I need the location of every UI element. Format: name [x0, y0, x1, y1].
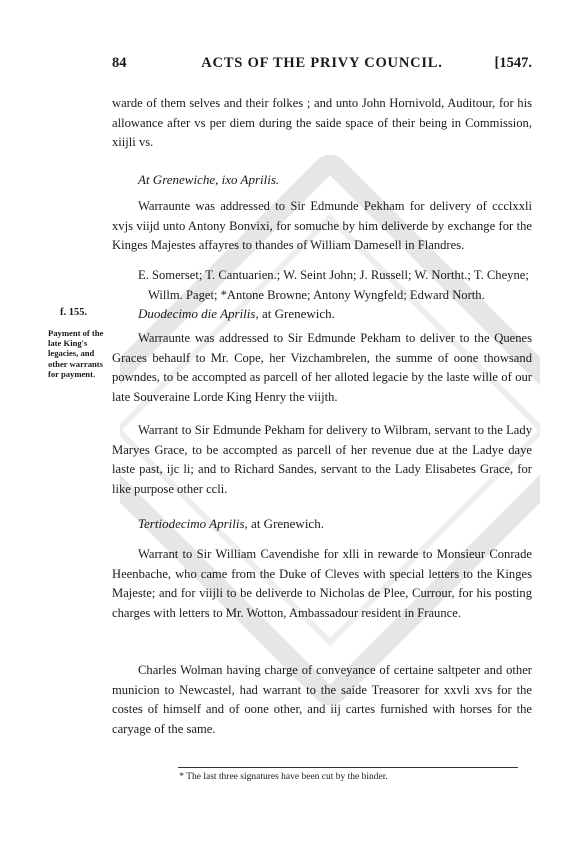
folio-number: f. 155.: [60, 307, 88, 318]
paragraph-bonvixi: Warraunte was addressed to Sir Edmunde Pekham for delivery of ccclxxli xvjs viijd unto Antony Bonvixi, for somuche by him deliverde by exchange for the Kinges Majestes affayres to thandes of William Damesell in Flandres.: [112, 199, 532, 253]
section-heading-grenewiche: [138, 172, 279, 188]
heading-place: at Grenewich.: [261, 306, 335, 321]
heading-date: Duodecimo die Aprilis,: [138, 306, 259, 321]
paragraph-hornivold: warde of them selves and their folkes ; and unto John Hornivold, Auditour, for his allowance after vs per diem during the saide space of their being in Commission, xiijli vs.: [112, 96, 532, 150]
signatures: E. Somerset; T. Cantuarien.; W. Seint John; J. Russell; W. Northt.; T. Cheyne; Willm. Paget; *Antone Browne; Antony Wyngfeld; Edward North.: [138, 268, 529, 302]
heading-place: at Grenewich.: [251, 516, 324, 531]
page-number: 84: [112, 55, 127, 71]
section-heading-duodecimo: [138, 306, 335, 322]
paragraph-cavendishe: Warrant to Sir William Cavendishe for xlli in rewarde to Monsieur Conrade Heenbache, who came from the Duke of Cleves with special letters to the Kinges Majeste; and for viijli to be deliverde to Nicholas de Plee, Currour, for his posting charges with letters to Mr. Wotton, Ambassadour resident in Fraunce.: [112, 547, 532, 620]
paragraph-wilbram: Warrant to Sir Edmunde Pekham for delivery to Wilbram, servant to the Lady Maryes Grace, to be accompted as parcell of her revenue due at the Ladye daye laste past, ijc li; and to Richard Sandes, servant to the Lady Elisabetes Grace, for like purpose other ccli.: [112, 423, 532, 496]
paragraph-cope: Warraunte was addressed to Sir Edmunde Pekham to deliver to the Quenes Graces behaulf to Mr. Cope, her Vizchambrelen, the summe of oone thowsand powndes, to be accompted as parcell of her alloted legacie by the laste wille of our late Souveraine Lorde King Henry the viijth.: [112, 331, 532, 404]
year-marker: [1547.: [494, 55, 532, 71]
running-title: ACTS OF THE PRIVY COUNCIL.: [201, 55, 443, 71]
heading-date: Tertiodecimo Aprilis,: [138, 516, 248, 531]
section-heading-tertiodecimo: [138, 516, 324, 532]
heading-text: At Grenewiche, ixo Aprilis.: [138, 172, 280, 187]
margin-note: Payment of the late King's legacies, and other warrants for payment.: [48, 328, 104, 379]
footnote: * The last three signatures have been cut by the binder.: [179, 772, 388, 782]
footnote-rule: [178, 767, 518, 768]
paragraph-wolman: Charles Wolman having charge of conveyance of certaine saltpeter and other municion to Newcastel, had warrant to the saide Treasorer for xxvli xvs for the costes of himself and of oone other, and iij cartes furnished with horses for the caryage of the same.: [112, 663, 532, 736]
page-header: [112, 55, 532, 77]
